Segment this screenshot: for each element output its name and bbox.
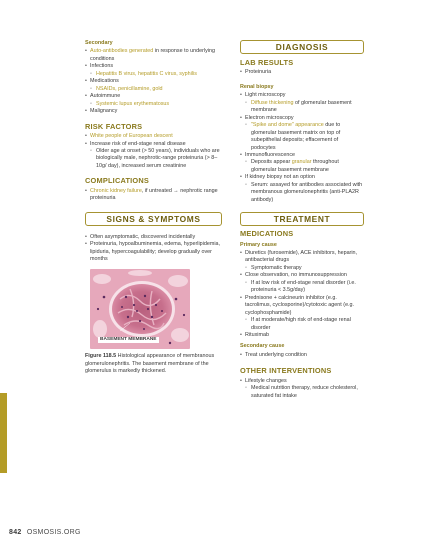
list-subitem: ◦ Serum: assayed for antibodies associated with membranous glomerulonephritis (anti-PLA2R antibody) (240, 182, 364, 204)
list-subitem: ◦ Systemic lupus erythematosus (85, 101, 222, 108)
primary-cause-list (240, 250, 364, 339)
complications-heading: COMPLICATIONS (85, 176, 150, 186)
list-subitem: ◦ Older age at onset (> 50 years), individuals who are biologically male, nephrotic-range proteinuria (> 8–10g/ day), increased serum creatinine (85, 148, 222, 170)
other-interventions-list (240, 378, 364, 400)
list-subitem: ◦ If at moderate/high risk of end-stage renal disorder (240, 317, 364, 332)
page-footer (9, 528, 81, 538)
list-item: • Proteinuria (240, 69, 364, 76)
page-number: 842 (9, 529, 22, 536)
figure-caption: Figure 118.5 Histological appearance of membranous glomerulonephritis. The basement membrane of the glomerulus is markedly thickened. (85, 353, 215, 375)
list-item: • Close observation, no immunosuppression (240, 272, 364, 279)
right-column (240, 40, 364, 400)
secondary-heading: Secondary (85, 40, 113, 46)
secondary-cause-heading: Secondary cause (240, 343, 285, 350)
signs-symptoms-banner: SIGNS & SYMPTOMS (85, 212, 222, 226)
list-subitem: ◦ NSAIDs, penicillamine, gold (85, 86, 222, 93)
lab-results-list (240, 69, 364, 76)
list-item: • Auto-antibodies generated in response to underlying conditions (85, 48, 222, 63)
list-item: • Autoimmune (85, 93, 222, 100)
list-item: • Proteinuria, hypoalbuminemia, edema, hyperlipidemia, lipiduria, hypercoagulability; develop gradually over months (85, 241, 222, 263)
list-item: • Light microscopy (240, 92, 364, 99)
list-item: • Often asymptomatic, discovered incidentally (85, 234, 222, 241)
secondary-cause-list (240, 352, 364, 359)
list-item: • Lifestyle changes (240, 378, 364, 385)
primary-cause-heading: Primary cause (240, 241, 277, 248)
list-item: • Infections (85, 63, 222, 70)
list-item: • Electron microscopy (240, 115, 364, 122)
chapter-tab (0, 393, 7, 473)
list-subitem: ◦ Medical nutrition therapy, reduce cholesterol, saturated fat intake (240, 385, 364, 400)
signs-symptoms-list (85, 234, 222, 264)
list-item: • White people of European descent (85, 133, 222, 140)
list-item: • Chronic kidney failure, if untreated → nephrotic range proteinuria (85, 188, 222, 203)
list-item: • If kidney biopsy not an option (240, 174, 364, 181)
histology-figure (90, 269, 190, 349)
renal-biopsy-heading: Renal biopsy (240, 83, 274, 90)
list-item: • Medications (85, 78, 222, 85)
left-column (85, 40, 222, 376)
other-interventions-heading: OTHER INTERVENTIONS (240, 366, 332, 376)
secondary-list (85, 48, 222, 115)
complications-list (85, 188, 222, 203)
list-item: • Immunofluorescence (240, 152, 364, 159)
lab-results-heading: LAB RESULTS (240, 57, 294, 67)
list-item: • Prednisone + calcineurin inhibitor (e.g. tacrolimus, cyclosporine)/cytotoxic agent (e.g. cyclophosphamide) (240, 295, 364, 317)
medications-heading: MEDICATIONS (240, 229, 294, 239)
list-subitem: ◦ "Spike and dome" appearance due to glomerular basement matrix on top of subepithelial deposits; effacement of podocytes (240, 122, 364, 152)
list-item: • Increase risk of end-stage renal disease (85, 141, 222, 148)
risk-factors-heading: RISK FACTORS (85, 121, 143, 131)
list-subitem: ◦ If at low risk of end-stage renal disorder (i.e. proteinuria < 3.5g/day) (240, 280, 364, 295)
diagnosis-banner: DIAGNOSIS (240, 40, 364, 54)
treatment-banner: TREATMENT (240, 212, 364, 226)
risk-factors-list (85, 133, 222, 170)
list-item: • Malignancy (85, 108, 222, 115)
list-subitem: ◦ Deposits appear granular throughout glomerular basement membrane (240, 159, 364, 174)
list-item: • Rituximab (240, 332, 364, 339)
list-item: • Treat underlying condition (240, 352, 364, 359)
figure-label: BASEMENT MEMBRANE (100, 336, 157, 342)
site-name: OSMOSIS.ORG (26, 529, 81, 536)
list-item: • Diuretics (furosemide), ACE inhibitors, heparin, antibacterial drugs (240, 250, 364, 265)
list-subitem: ◦ Hepatitis B virus, hepatitis C virus, syphilis (85, 71, 222, 78)
renal-biopsy-list (240, 92, 364, 204)
list-subitem: ◦ Diffuse thickening of glomerular basement membrane (240, 100, 364, 115)
list-subitem: ◦ Symptomatic therapy (240, 265, 364, 272)
